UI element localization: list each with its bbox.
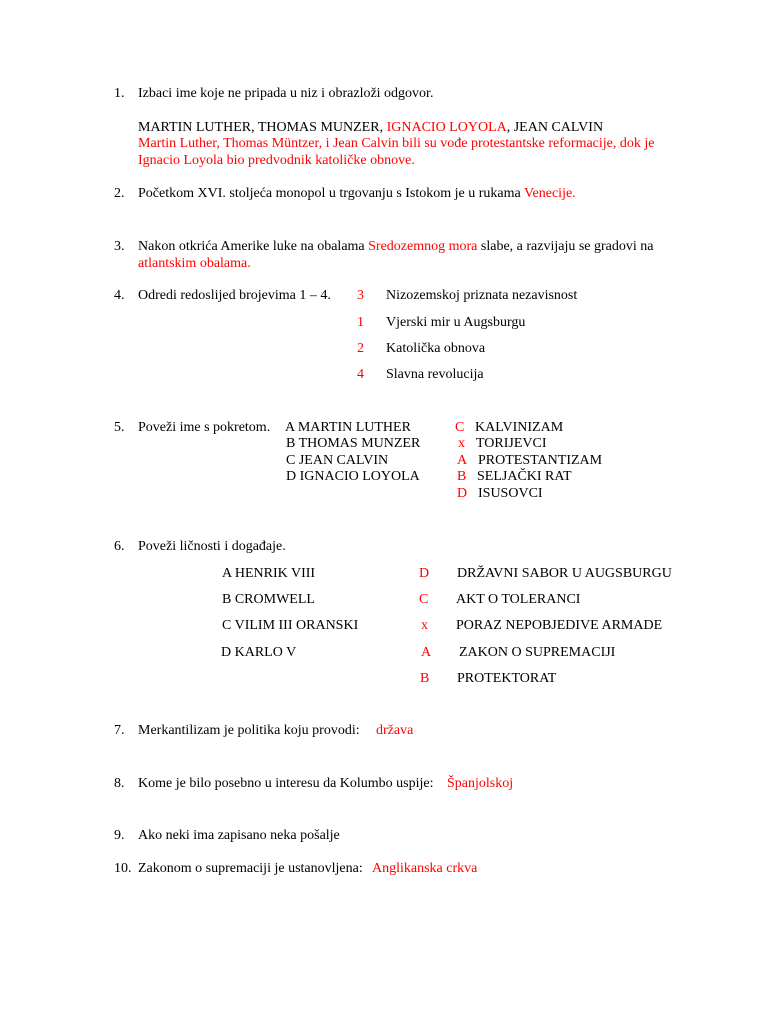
answer-text: Sredozemnog mora bbox=[368, 239, 478, 254]
question-number: 4. bbox=[114, 288, 125, 303]
question-prompt: Poveži ime s pokretom. bbox=[138, 420, 271, 435]
question-number: 5. bbox=[114, 420, 125, 435]
question-text: Početkom XVI. stoljeća monopol u trgovanju s Istokom je u rukama bbox=[138, 186, 524, 201]
names-line bbox=[138, 119, 603, 136]
question-line bbox=[138, 185, 576, 202]
question-text: Zakonom o supremaciji je ustanovljena: bbox=[138, 861, 363, 876]
name-item: B THOMAS MUNZER bbox=[286, 436, 421, 451]
event-item: AKT O TOLERANCI bbox=[456, 592, 581, 607]
movement-item: TORIJEVCI bbox=[476, 436, 547, 451]
answer-text: država bbox=[376, 723, 414, 738]
question-prompt: Odredi redoslijed brojevima 1 – 4. bbox=[138, 288, 331, 303]
order-answer: 1 bbox=[357, 315, 364, 330]
match-answer: D bbox=[457, 486, 468, 501]
match-answer: C bbox=[419, 592, 429, 607]
names-part: , JEAN CALVIN bbox=[506, 120, 604, 135]
question-number: 3. bbox=[114, 239, 125, 254]
match-answer: C bbox=[455, 420, 465, 435]
question-prompt: Izbaci ime koje ne pripada u niz i obrazloži odgovor. bbox=[138, 86, 434, 101]
question-number: 1. bbox=[114, 86, 125, 101]
match-answer: B bbox=[420, 671, 430, 686]
event-item: DRŽAVNI SABOR U AUGSBURGU bbox=[457, 566, 672, 581]
question-paragraph bbox=[138, 238, 678, 272]
order-item: Katolička obnova bbox=[386, 341, 486, 356]
answer-text: atlantskim obalama. bbox=[138, 256, 251, 271]
event-item: PROTEKTORAT bbox=[457, 671, 557, 686]
question-text: Merkantilizam je politika koju provodi: bbox=[138, 723, 360, 738]
order-item: Vjerski mir u Augsburgu bbox=[386, 315, 526, 330]
person-item: D KARLO V bbox=[221, 645, 297, 660]
movement-item: PROTESTANTIZAM bbox=[478, 453, 603, 468]
name-item: D IGNACIO LOYOLA bbox=[286, 469, 420, 484]
answer-text: Španjolskoj bbox=[447, 776, 514, 791]
person-item: C VILIM III ORANSKI bbox=[222, 618, 359, 633]
order-answer: 2 bbox=[357, 341, 364, 356]
order-answer: 4 bbox=[357, 367, 364, 382]
event-item: PORAZ NEPOBJEDIVE ARMADE bbox=[456, 618, 663, 633]
event-item: ZAKON O SUPREMACIJI bbox=[459, 645, 616, 660]
answer-explanation: Martin Luther, Thomas Müntzer, i Jean Calvin bili su vođe protestantske reformacije, dok je Ignacio Loyola bio predvodnik katoličke obnove. bbox=[138, 136, 655, 168]
question-text: slabe, a razvijaju se gradovi na bbox=[477, 239, 654, 254]
odd-name-answer: IGNACIO LOYOLA bbox=[386, 120, 507, 135]
match-answer: A bbox=[457, 453, 468, 468]
question-number: 8. bbox=[114, 776, 125, 791]
question-text: Ako neki ima zapisano neka pošalje bbox=[138, 828, 340, 843]
order-item: Slavna revolucija bbox=[386, 367, 484, 382]
question-number: 10. bbox=[114, 861, 132, 876]
match-answer: x bbox=[421, 618, 428, 633]
match-answer: A bbox=[421, 645, 432, 660]
order-item: Nizozemskoj priznata nezavisnost bbox=[386, 288, 578, 303]
question-number: 6. bbox=[114, 539, 125, 554]
question-prompt: Poveži ličnosti i događaje. bbox=[138, 539, 286, 554]
person-item: A HENRIK VIII bbox=[222, 566, 316, 581]
order-answer: 3 bbox=[357, 288, 364, 303]
movement-item: KALVINIZAM bbox=[475, 420, 564, 435]
answer-text: Anglikanska crkva bbox=[372, 861, 478, 876]
answer-text: Venecije. bbox=[523, 186, 576, 201]
question-number: 7. bbox=[114, 723, 125, 738]
question-number: 2. bbox=[114, 186, 125, 201]
match-answer: x bbox=[458, 436, 465, 451]
name-item: A MARTIN LUTHER bbox=[285, 420, 411, 435]
match-answer: D bbox=[419, 566, 430, 581]
match-answer: B bbox=[457, 469, 467, 484]
movement-item: SELJAČKI RAT bbox=[477, 469, 572, 484]
question-text: Kome je bilo posebno u interesu da Kolumbo uspije: bbox=[138, 776, 434, 791]
movement-item: ISUSOVCI bbox=[478, 486, 543, 501]
question-text: Nakon otkrića Amerike luke na obalama bbox=[138, 239, 369, 254]
person-item: B CROMWELL bbox=[222, 592, 315, 607]
question-number: 9. bbox=[114, 828, 125, 843]
names-part: MARTIN LUTHER, THOMAS MUNZER, bbox=[138, 120, 387, 135]
name-item: C JEAN CALVIN bbox=[286, 453, 389, 468]
